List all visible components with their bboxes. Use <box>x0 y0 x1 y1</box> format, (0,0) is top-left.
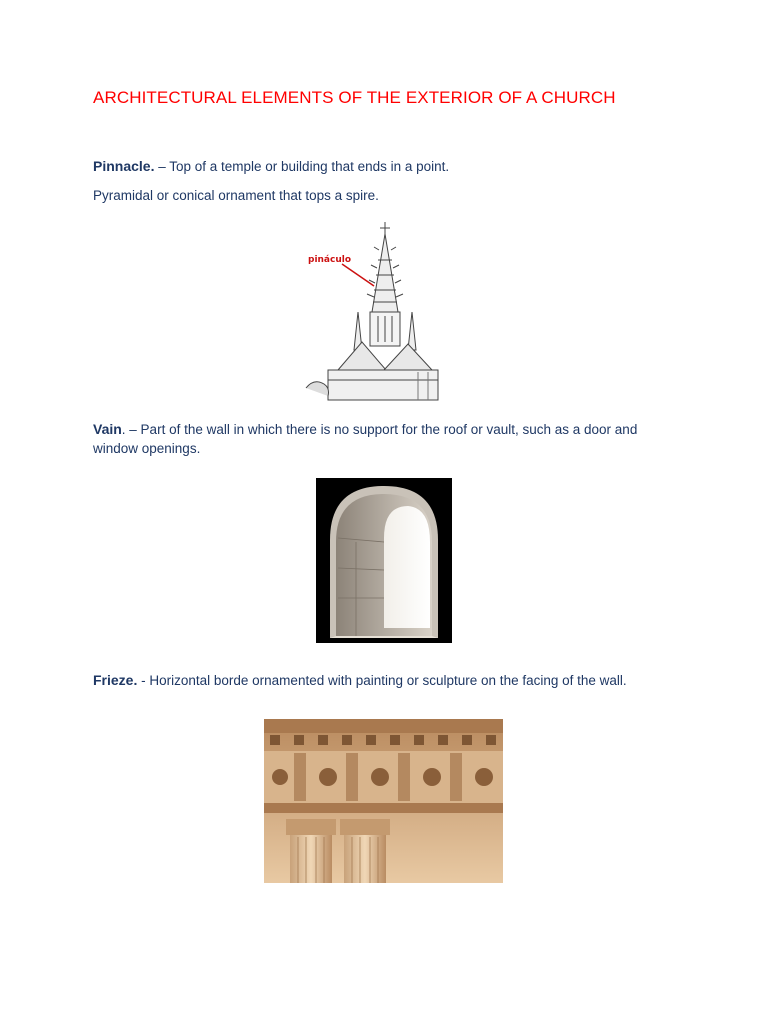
frieze-separator: - <box>137 673 150 688</box>
frieze-illustration <box>264 719 503 883</box>
frieze-definition-text: Horizontal borde ornamented with painting or sculpture on the facing of the wall. <box>149 673 627 688</box>
pinnacle-definition-text: – Top of a temple or building that ends in a point. <box>154 159 450 174</box>
pinnacle-term: Pinnacle. <box>93 158 155 174</box>
frieze-definition <box>93 671 683 690</box>
vain-definition <box>93 420 683 458</box>
vain-definition-text: . – Part of the wall in which there is no support for the roof or vault, such as a door and window openings. <box>93 422 638 456</box>
pinnacle-extra: Pyramidal or conical ornament that tops a spire. <box>93 188 379 203</box>
window-opening-illustration <box>316 478 452 643</box>
vain-term: Vain <box>93 421 122 437</box>
pinnacle-definition <box>93 157 683 176</box>
frieze-term: Frieze. <box>93 672 138 688</box>
page-title: ARCHITECTURAL ELEMENTS OF THE EXTERIOR OF A CHURCH <box>93 88 616 107</box>
pinnacle-illustration <box>298 220 454 406</box>
pinnacle-label: pináculo <box>308 255 352 265</box>
